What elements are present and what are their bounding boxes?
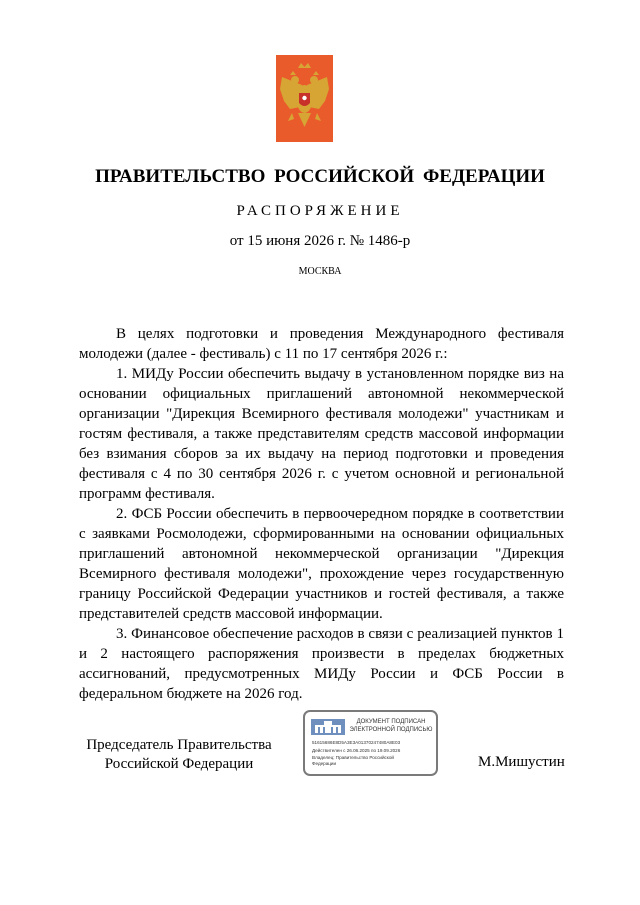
- document-body: [79, 324, 564, 704]
- signer-name: М.Мишустин: [478, 754, 565, 770]
- signer-position-line: Председатель Правительства: [86, 737, 272, 753]
- electronic-signature-stamp: [303, 710, 438, 776]
- body-paragraph: В целях подготовки и проведения Международного фестиваля молодежи (далее - фестиваль) с 11 по 17 сентября 2026 г.:: [79, 326, 564, 362]
- signer-position: [79, 736, 279, 774]
- page-title: ПРАВИТЕЛЬСТВО РОССИЙСКОЙ ФЕДЕРАЦИИ: [95, 166, 545, 187]
- stamp-certificate: 51615686E8D5A3E3A01370247480A8E03: [312, 740, 401, 745]
- stamp-heading: [347, 718, 435, 734]
- stamp-heading-line: ЭЛЕКТРОННОЙ ПОДПИСЬЮ: [349, 727, 433, 733]
- coat-of-arms-icon: [276, 55, 333, 142]
- stamp-owner: Владелец: Правительство Российской: [312, 755, 394, 760]
- stamp-validity: Действителен с 26.06.2025 по 19.09.2026: [312, 748, 401, 753]
- stamp-owner: Федерации: [312, 761, 337, 766]
- document-date-number: от 15 июня 2026 г. № 1486-р: [229, 233, 411, 249]
- body-paragraph: 2. ФСБ России обеспечить в первоочередном порядке в соответствии с заявками Росмолодежи, сформированными на основании официальных приглашений автономной некоммерческой организации "Дирекция Всемирного фестиваля молодежи", прохождение через государственную границу Российской Федерации участников и гостей фестиваля, а также представителей средств массовой информации.: [79, 506, 564, 622]
- body-paragraph: 3. Финансовое обеспечение расходов в связи с реализацией пунктов 1 и 2 настоящего распоряжения произвести в пределах бюджетных ассигнований, предусмотренных МИДу России и ФСБ России в федеральном бюджете на 2026 год.: [79, 626, 564, 702]
- document-city: МОСКВА: [298, 266, 342, 277]
- document-type: РАСПОРЯЖЕНИЕ: [236, 203, 404, 219]
- body-paragraph: 1. МИДу России обеспечить выдачу в установленном порядке виз на основании официальных приглашений автономной некоммерческой организации "Дирекция Всемирного фестиваля молодежи" участникам и гостям фестиваля, а также представителям средств массовой информации без взимания сборов за их выдачу на период подготовки и проведения фестиваля с 4 по 30 сентября 2026 г. с учетом основной и региональной программ фестиваля.: [79, 366, 564, 502]
- stamp-heading-line: ДОКУМЕНТ ПОДПИСАН: [356, 719, 426, 725]
- signer-position-line: Российской Федерации: [104, 756, 254, 772]
- coat-of-arms-graphic: [276, 55, 333, 142]
- government-building-icon: [311, 719, 345, 735]
